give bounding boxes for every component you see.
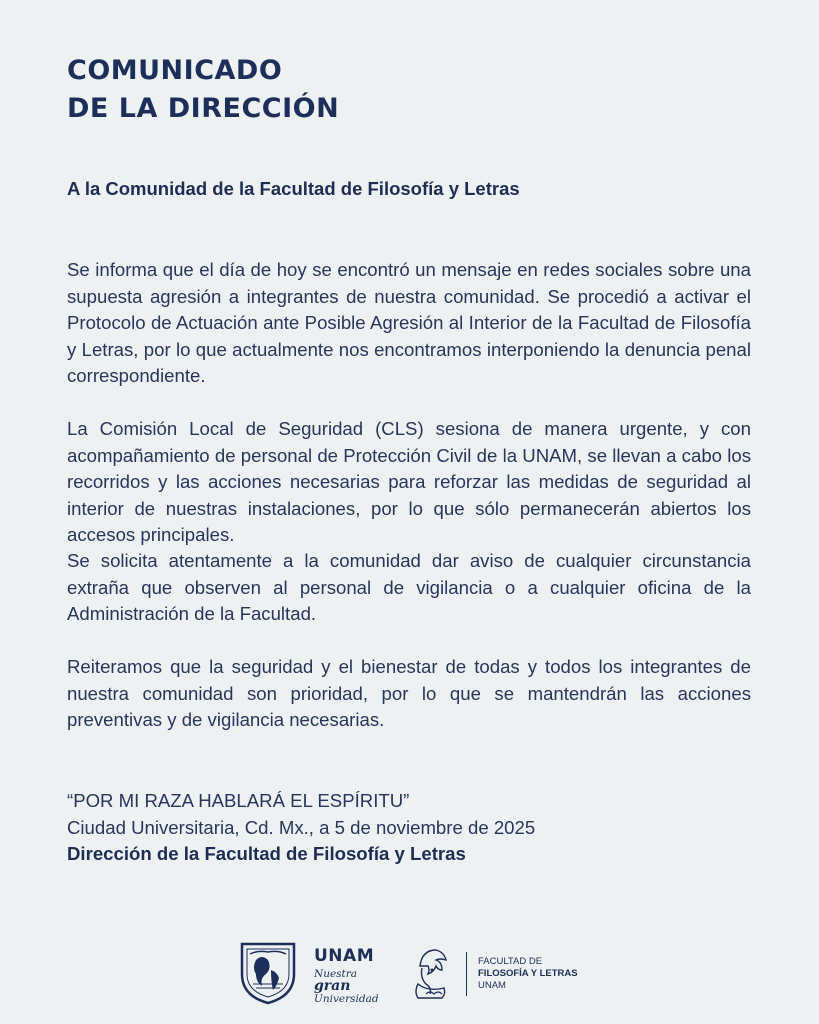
- closing-block: [67, 788, 535, 868]
- logos-footer: [238, 940, 578, 1006]
- faculty-line-3: UNAM: [478, 980, 506, 991]
- logo-divider: [466, 952, 467, 996]
- unam-wordmark-logo: [314, 946, 384, 1005]
- athena-head-icon: [406, 944, 454, 1002]
- place-date: Ciudad Universitaria, Cd. Mx., a 5 de noviembre de 2025: [67, 816, 536, 838]
- faculty-line-2: FILOSOFÍA Y LETRAS: [478, 968, 578, 979]
- page-title: [67, 52, 339, 128]
- faculty-logo-text: [478, 956, 588, 992]
- paragraph-3: Se solicita atentamente a la comunidad dar aviso de cualquier circunstancia extraña que observen al personal de vigilancia o a cualquier oficina de la Administración de la Facultad.: [67, 550, 751, 624]
- title-line-1: COMUNICADO: [67, 55, 283, 86]
- paragraph-1: Se informa que el día de hoy se encontró un mensaje en redes sociales sobre una supuesta agresión a integrantes de nuestra comunidad. Se procedió a activar el Protocolo de Actuación ante Posible Agresión al Interior de la Facultad de Filosofía y Letras, por lo que actualmente nos encontramos interponiendo la denuncia penal correspondiente.: [67, 259, 751, 386]
- greeting: A la Comunidad de la Facultad de Filosofía y Letras: [67, 178, 520, 199]
- signature: Dirección de la Facultad de Filosofía y Letras: [67, 843, 466, 864]
- faculty-line-1: FACULTAD DE: [478, 956, 543, 967]
- title-line-2: DE LA DIRECCIÓN: [67, 93, 340, 124]
- paragraph-4: Reiteramos que la seguridad y el bienestar de todas y todos los integrantes de nuestra comunidad son prioridad, por lo que se mantendrán las acciones preventivas y de vigilancia necesarias.: [67, 656, 751, 730]
- shield-icon: [238, 940, 298, 1006]
- athena-logo: [406, 944, 454, 1002]
- unam-tagline: [314, 968, 384, 1005]
- unam-title: UNAM: [314, 946, 375, 966]
- unam-shield-logo: [238, 940, 298, 1006]
- unam-tag-word-1: Nuestra: [314, 968, 358, 980]
- motto: “POR MI RAZA HABLARÁ EL ESPÍRITU”: [67, 790, 410, 811]
- unam-tag-word-2: gran: [314, 978, 351, 994]
- unam-tag-word-3: Universidad: [314, 993, 379, 1005]
- paragraph-2: La Comisión Local de Seguridad (CLS) sesiona de manera urgente, y con acompañamiento de personal de Protección Civil de la UNAM, se llevan a cabo los recorridos y las acciones necesarias para reforzar las medidas de seguridad al interior de nuestras instalaciones, por lo que sólo permanecerán abiertos los accesos principales.: [67, 418, 751, 545]
